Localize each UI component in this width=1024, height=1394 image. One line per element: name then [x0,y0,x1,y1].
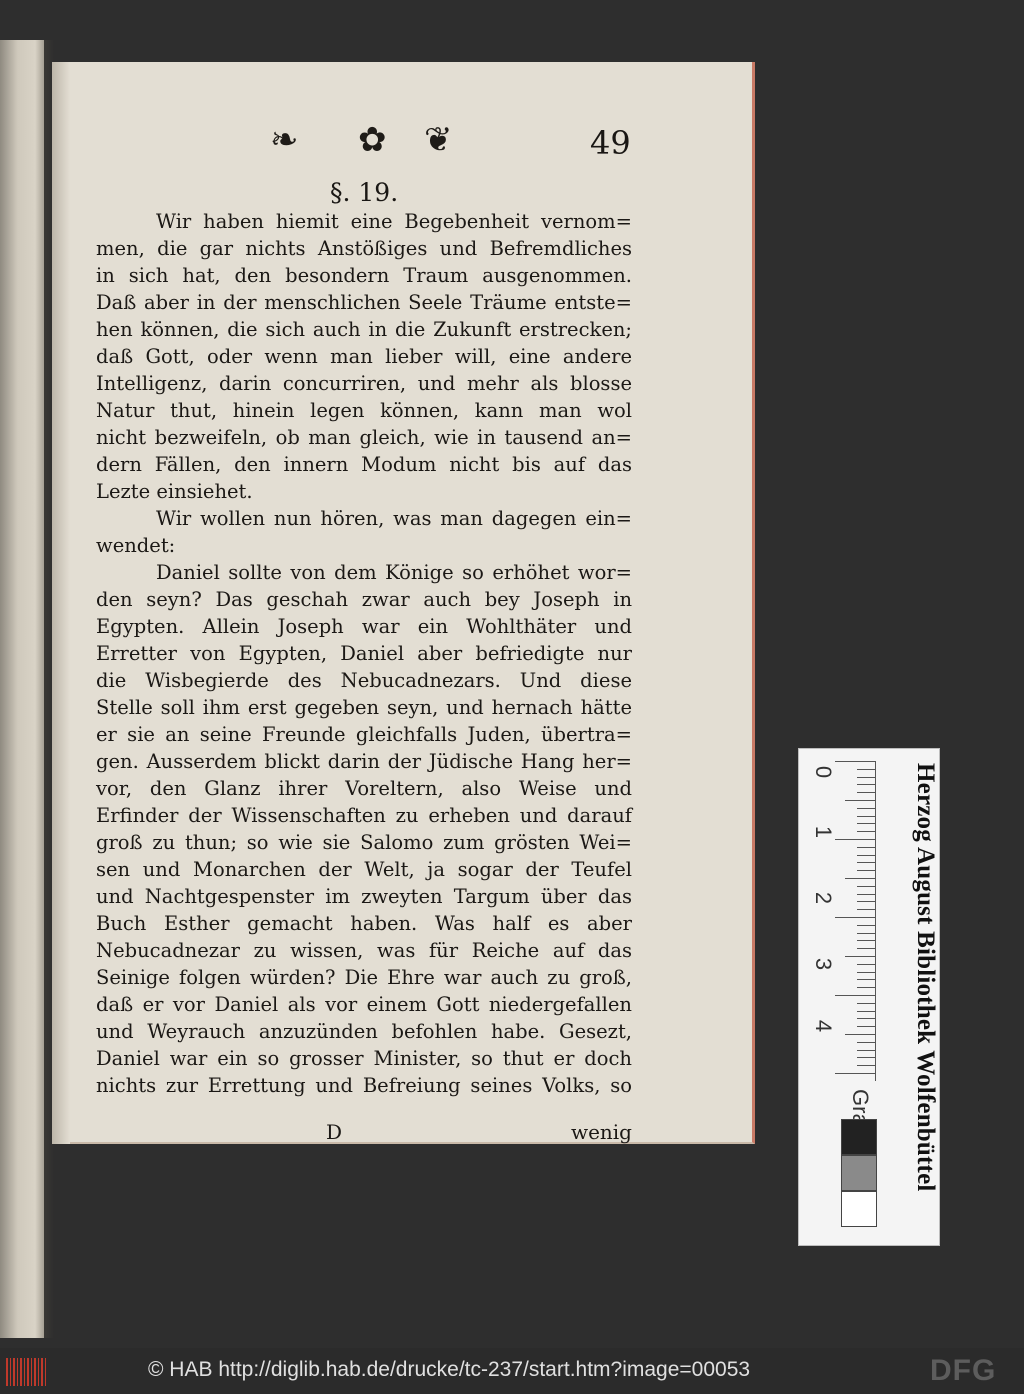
right-flourish-icon: ❦ [424,120,453,160]
ruler-tick [857,792,875,793]
ruler-tick [857,901,875,902]
ruler-tick [835,761,875,762]
ruler-tick [835,995,875,996]
ruler-tick [835,1073,875,1074]
ruler-number: 2 [811,891,836,905]
ruler-tick [857,987,875,988]
section-heading: §. 19. [330,178,399,207]
text-line: Natur thut, hinein legen können, kann man wol [96,399,632,422]
text-line: daß Gott, oder wenn man lieber will, eine andere [96,345,632,368]
footer-bar [0,1348,1024,1394]
text-line: in sich hat, den besondern Traum ausgenommen. [96,264,632,287]
color-ruler-card [798,748,940,1246]
ruler-number: 1 [811,825,836,839]
text-line: Seinige folgen würden? Die Ehre war auch zu groß, [96,966,632,989]
ruler-tick [857,948,875,949]
ruler-tick [857,925,875,926]
text-line: Lezte einsiehet. [96,480,253,503]
ruler-number: 4 [811,1019,836,1033]
page-footer-marks [96,1120,632,1148]
text-line: nicht bezweifeln, ob man gleich, wie in tausend an= [96,426,632,449]
ruler-tick [845,878,875,879]
ruler-tick [857,831,875,832]
text-line: men, die gar nichts Anstößiges und Befremdliches [96,237,632,260]
ruler-tick [857,1065,875,1066]
ruler-tick [845,1034,875,1035]
ruler-tick [857,1003,875,1004]
text-line: Intelligenz, darin concurriren, und mehr als blosse [96,372,632,395]
ruler-tick [835,917,875,918]
text-line: Wir haben hiemit eine Begebenheit vernom= [156,210,632,233]
text-line: daß er vor Daniel als vor einem Gott niedergefallen [96,993,632,1016]
text-line: Buch Esther gemacht haben. Was half es aber [96,912,632,935]
left-flourish-icon: ❧ [270,120,299,160]
footer-credit-link[interactable]: © HAB http://diglib.hab.de/drucke/tc-237/start.htm?image=00053 [148,1358,751,1381]
barcode-icon [6,1358,46,1386]
ruler-ticks [835,761,875,1081]
text-line: den seyn? Das geschah zwar auch bey Joseph in [96,588,632,611]
ruler-tick [835,839,875,840]
institution-name: Herzog August Bibliothek Wolfenbüttel [912,763,939,1192]
ruler-tick [857,855,875,856]
body-text [96,208,632,1099]
ruler-tick [857,777,875,778]
ruler-tick [857,1050,875,1051]
ruler-tick [857,784,875,785]
center-ornament-icon: ✿ [358,120,387,160]
text-line: Daniel sollte von dem Könige so erhöhet wor= [156,561,632,584]
text-line: nichts zur Errettung und Befreiung seines Volks, so [96,1074,632,1097]
ruler-tick [857,886,875,887]
text-line: und Nachtgespenster im zweyten Targum über das [96,885,632,908]
text-line: Egypten. Allein Joseph war ein Wohlthäter und [96,615,632,638]
gray-swatch-dark [841,1119,877,1155]
ruler-tick [857,1018,875,1019]
gray-swatch-light [841,1191,877,1227]
signature-mark: D [326,1120,343,1144]
ruler-tick [857,847,875,848]
text-line: Erretter von Egypten, Daniel aber befriedigte nur [96,642,632,665]
ruler-tick [857,862,875,863]
ruler-number: 0 [811,765,836,779]
previous-leaf-edge [0,40,44,1338]
text-line: Daniel war ein so grosser Minister, so thut er doch [96,1047,632,1070]
ruler-tick [857,808,875,809]
text-line: gen. Ausserdem blickt darin der Jüdische Hang her= [96,750,632,773]
text-line: wendet: [96,534,176,557]
ruler-tick [857,823,875,824]
ruler-tick [857,964,875,965]
page-binding-shade [52,62,70,1144]
ruler-spine [875,761,876,1081]
ruler-tick [857,1057,875,1058]
ruler-tick [857,1011,875,1012]
gray-swatch-mid [841,1155,877,1191]
text-line: Wir wollen nun hören, was man dagegen ein= [156,507,632,530]
ruler-tick [857,816,875,817]
page-number: 49 [590,124,631,162]
ruler-tick [857,870,875,871]
text-line: hen können, die sich auch in die Zukunft erstrecken; [96,318,632,341]
text-line: groß zu thun; so wie sie Salomo zum grösten Wei= [96,831,632,854]
ruler-tick [857,1026,875,1027]
ruler-tick [857,894,875,895]
ruler-tick [857,1042,875,1043]
text-line: und Weyrauch anzuzünden befohlen habe. Gesezt, [96,1020,632,1043]
ruler-tick [857,979,875,980]
text-line: sen und Monarchen der Welt, ja sogar der Teufel [96,858,632,881]
ruler-tick [857,940,875,941]
text-line: Stelle soll ihm erst gegeben seyn, und hernach hätte [96,696,632,719]
text-line: dern Fällen, den innern Modum nicht bis auf das [96,453,632,476]
ruler-number: 3 [811,957,836,971]
ruler-tick [845,800,875,801]
text-line: vor, den Glanz ihrer Voreltern, also Weise und [96,777,632,800]
dfg-logo: DFG [930,1354,997,1387]
ruler-tick [857,933,875,934]
text-line: Nebucadnezar zu wissen, was für Reiche auf das [96,939,632,962]
text-line: die Wisbegierde des Nebucadnezars. Und diese [96,669,632,692]
ruler-tick [857,972,875,973]
text-line: Daß aber in der menschlichen Seele Träume entste= [96,291,632,314]
catchword: wenig [570,1120,632,1144]
ruler-tick [845,956,875,957]
text-line: er sie an seine Freunde gleichfalls Juden, übertra= [96,723,632,746]
text-line: Erfinder der Wissenschaften zu erheben und darauf [96,804,632,827]
ruler-tick [857,769,875,770]
ruler-tick [857,909,875,910]
